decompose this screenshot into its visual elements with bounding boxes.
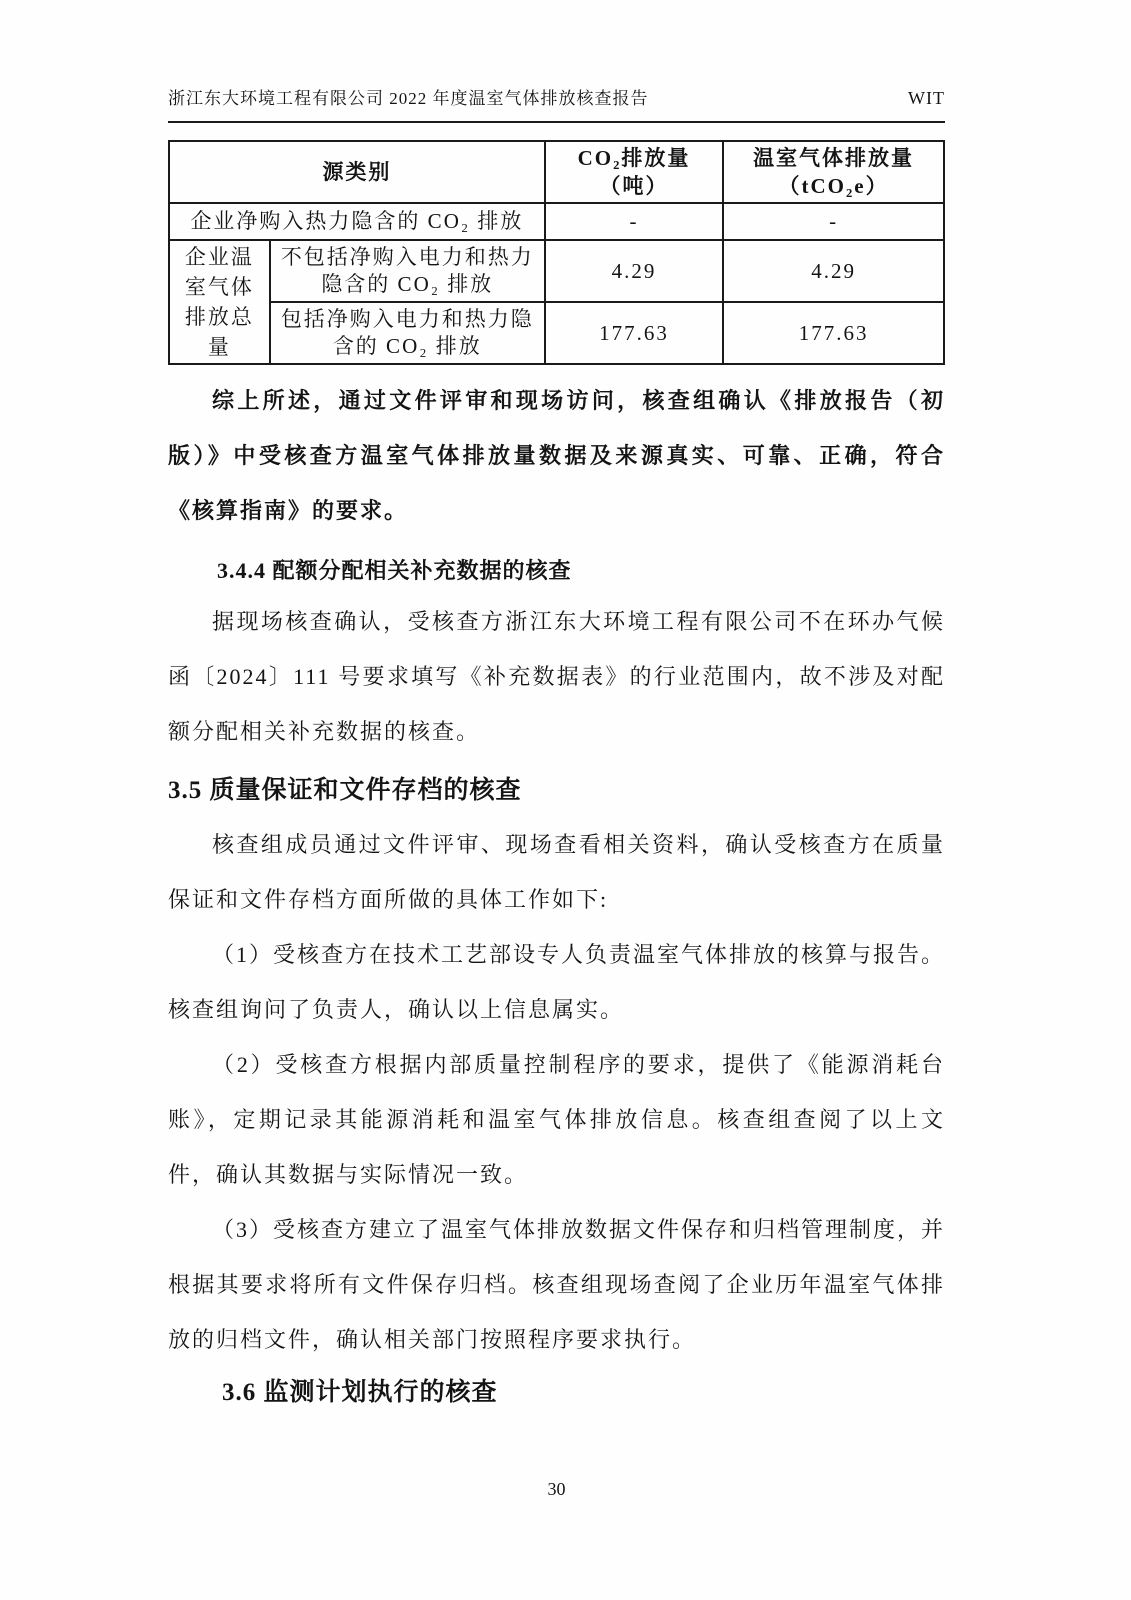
excluding-ghg-value: 4.29 <box>723 240 944 302</box>
ghg-emission-unit: （tCO₂e） <box>778 174 889 198</box>
page-header <box>168 0 945 123</box>
paragraph-3-5-intro: 核查组成员通过文件评审、现场查看相关资料，确认受核查方在质量保证和文件存档方面所做的具体工作如下: <box>168 832 945 912</box>
summary-paragraph: 综上所述，通过文件评审和现场访问，核查组确认《排放报告（初版）》中受核查方温室气体排放量数据及来源真实、可靠、正确，符合《核算指南》的要求。 <box>168 388 945 523</box>
heading-3-6: 3.6 监测计划执行的核查 <box>222 1379 498 1406</box>
co2-emission-unit: （吨） <box>599 174 669 198</box>
source-category-label: 源类别 <box>322 160 392 184</box>
excluding-co2-value: 4.29 <box>545 240 723 302</box>
column-header-source-category <box>169 141 545 203</box>
table-row-total-including <box>169 302 944 364</box>
net-heat-label: 企业净购入热力隐含的 CO₂ 排放 <box>169 203 545 240</box>
column-header-co2-emission <box>545 141 723 203</box>
column-header-ghg-emission <box>723 141 944 203</box>
net-heat-co2-value: - <box>545 203 723 240</box>
paragraph-3-5-item1: （1）受核查方在技术工艺部设专人负责温室气体排放的核算与报告。核查组询问了负责人，确认以上信息属实。 <box>168 942 946 1022</box>
ghg-emission-label: 温室气体排放量 <box>753 146 915 170</box>
page-content <box>168 140 945 1413</box>
heading-3-4-4: 3.4.4 配额分配相关补充数据的核查 <box>217 558 572 583</box>
header-title: 浙江东大环境工程有限公司 2022 年度温室气体排放核查报告 <box>168 89 649 108</box>
net-heat-ghg-value: - <box>723 203 944 240</box>
excluding-label: 不包括净购入电力和热力隐含的 CO₂ 排放 <box>270 240 545 302</box>
page-number: 30 <box>547 1479 566 1499</box>
total-emissions-group-label: 企业温室气体排放总量 <box>169 240 270 364</box>
paragraph-3-5-item3: （3）受核查方建立了温室气体排放数据文件保存和归档管理制度，并根据其要求将所有文件保存归档。核查组现场查阅了企业历年温室气体排放的归档文件，确认相关部门按照程序要求执行。 <box>168 1217 946 1352</box>
paragraph-3-4-4: 据现场核查确认，受核查方浙江东大环境工程有限公司不在环办气候函〔2024〕111 号要求填写《补充数据表》的行业范围内，故不涉及对配额分配相关补充数据的核查。 <box>168 609 945 744</box>
heading-3-5: 3.5 质量保证和文件存档的核查 <box>168 777 522 804</box>
including-label: 包括净购入电力和热力隐含的 CO₂ 排放 <box>270 302 545 364</box>
table-row-net-heat <box>169 203 944 240</box>
table-row-total-excluding <box>169 240 944 302</box>
co2-emission-label: CO₂排放量 <box>577 146 691 170</box>
including-ghg-value: 177.63 <box>723 302 944 364</box>
emissions-summary-table <box>168 140 945 365</box>
header-brand-logo: WIT <box>908 88 945 108</box>
paragraph-3-5-item2: （2）受核查方根据内部质量控制程序的要求，提供了《能源消耗台账》，定期记录其能源消耗和温室气体排放信息。核查组查阅了以上文件，确认其数据与实际情况一致。 <box>168 1052 945 1187</box>
table-header-row <box>169 141 944 203</box>
including-co2-value: 177.63 <box>545 302 723 364</box>
